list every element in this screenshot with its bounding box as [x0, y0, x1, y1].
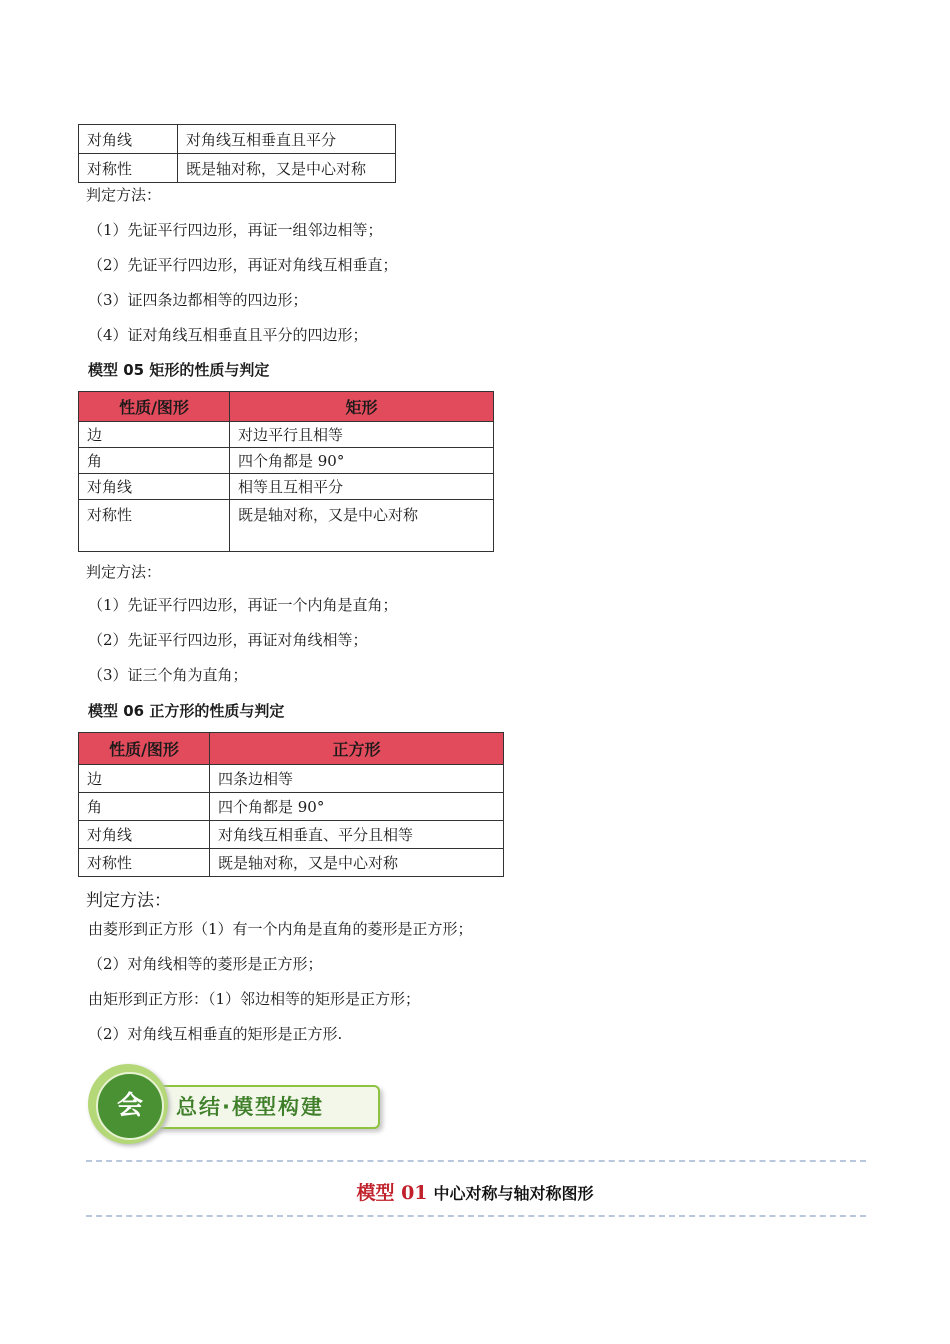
- method-item: 由矩形到正方形：（1）邻边相等的矩形是正方形；: [88, 990, 421, 1008]
- banner-text: 总结·模型构建: [176, 1095, 324, 1119]
- method-item: （3）证四条边都相等的四边形；: [88, 291, 308, 309]
- table-header-row: [79, 392, 494, 422]
- table-cell: 相等且互相平分: [230, 474, 494, 500]
- divider-top: [86, 1160, 866, 1162]
- section-name: 中心对称与轴对称图形: [433, 1184, 594, 1203]
- table-cell: 对角线: [79, 125, 178, 154]
- table-header-cell: 性质/图形: [79, 392, 230, 422]
- table-cell: 边: [79, 422, 230, 448]
- method-item: （2）先证平行四边形，再证对角线互相垂直；: [88, 256, 398, 274]
- table-cell: 四条边相等: [210, 765, 504, 793]
- table-cell: 对角线互相垂直且平分: [178, 125, 396, 154]
- table-row: [79, 793, 504, 821]
- table-row: [79, 125, 396, 154]
- methods-heading: 判定方法：: [86, 891, 171, 911]
- table-row: [79, 154, 396, 183]
- method-item: （1）先证平行四边形，再证一个内角是直角；: [88, 596, 398, 614]
- method-item: （2）对角线相等的菱形是正方形；: [88, 955, 323, 973]
- table-header-cell: 性质/图形: [79, 733, 210, 765]
- method-item: （3）证三个角为直角；: [88, 666, 248, 684]
- table-header-row: [79, 733, 504, 765]
- section-number: 模型 01: [356, 1182, 428, 1204]
- table-row: [79, 849, 504, 877]
- method-item: （2）先证平行四边形，再证对角线相等；: [88, 631, 368, 649]
- rectangle-table: [78, 391, 494, 552]
- model05-title: 模型 05 矩形的性质与判定: [88, 361, 270, 379]
- methods-heading: 判定方法：: [86, 186, 162, 204]
- table-row: [79, 500, 494, 552]
- method-item: （2）对角线互相垂直的矩形是正方形.: [88, 1025, 343, 1043]
- method-item: （4）证对角线互相垂直且平分的四边形；: [88, 326, 368, 344]
- table-cell: 既是轴对称，又是中心对称: [178, 154, 396, 183]
- square-table: [78, 732, 504, 877]
- rhombus-table-continuation: [78, 124, 396, 183]
- table-cell: 对角线: [79, 474, 230, 500]
- table-cell: 边: [79, 765, 210, 793]
- table-cell: 对边平行且相等: [230, 422, 494, 448]
- summary-banner: [86, 1060, 386, 1150]
- table-cell: 既是轴对称，又是中心对称: [210, 849, 504, 877]
- table-cell: 既是轴对称，又是中心对称: [230, 500, 494, 552]
- model06-title: 模型 06 正方形的性质与判定: [88, 702, 285, 720]
- table-row: [79, 422, 494, 448]
- table-cell: 四个角都是 90°: [230, 448, 494, 474]
- table-cell: 对角线互相垂直、平分且相等: [210, 821, 504, 849]
- method-item: （1）先证平行四边形，再证一组邻边相等；: [88, 221, 383, 239]
- table-row: [79, 765, 504, 793]
- table-cell: 四个角都是 90°: [210, 793, 504, 821]
- table-row: [79, 821, 504, 849]
- divider-bottom: [86, 1215, 866, 1217]
- section-title: [0, 1178, 950, 1205]
- table-cell: 角: [79, 793, 210, 821]
- method-item: 由菱形到正方形（1）有一个内角是直角的菱形是正方形；: [88, 920, 473, 938]
- table-header-cell: 矩形: [230, 392, 494, 422]
- table-row: [79, 474, 494, 500]
- methods-heading: 判定方法：: [86, 563, 162, 581]
- table-cell: 对称性: [79, 154, 178, 183]
- table-cell: 对称性: [79, 849, 210, 877]
- table-cell: 对角线: [79, 821, 210, 849]
- table-row: [79, 448, 494, 474]
- table-cell: 对称性: [79, 500, 230, 552]
- table-header-cell: 正方形: [210, 733, 504, 765]
- banner-circle-char: 会: [116, 1091, 143, 1121]
- table-cell: 角: [79, 448, 230, 474]
